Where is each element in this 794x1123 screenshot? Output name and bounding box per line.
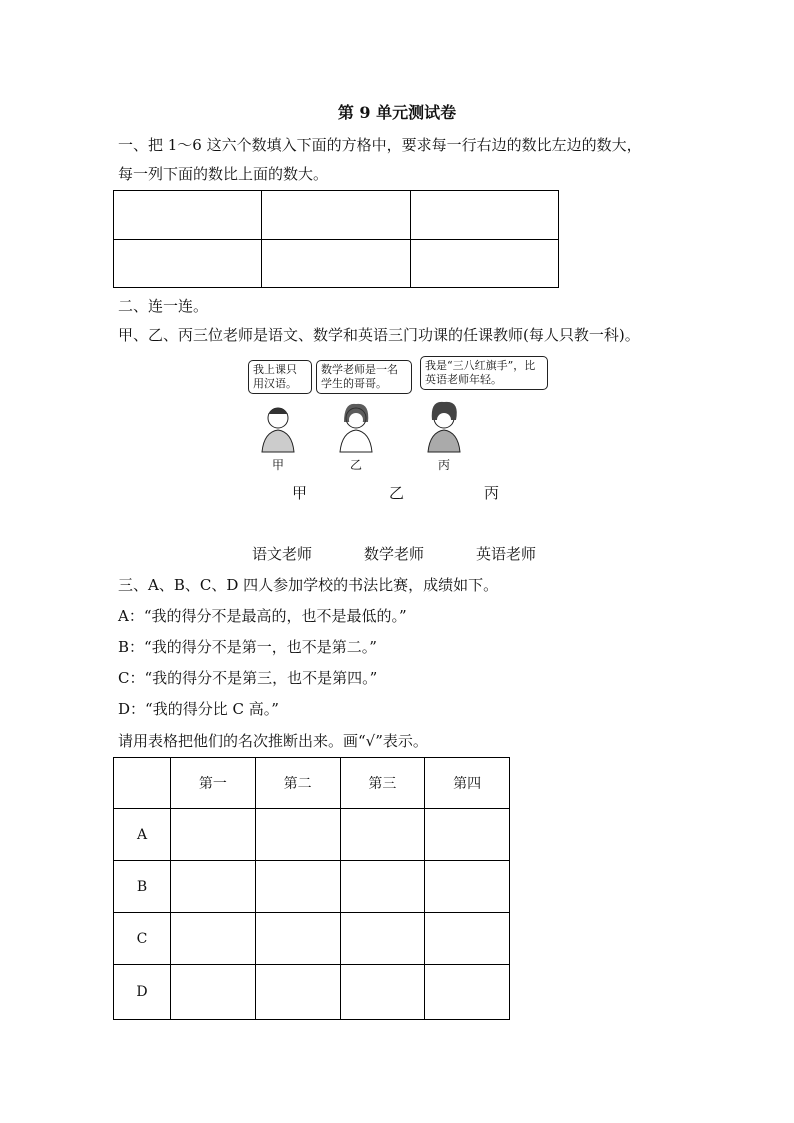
teacher-figures (248, 356, 548, 476)
answer-cell[interactable] (255, 913, 340, 965)
match-subject-english[interactable]: 英语老师 (476, 545, 537, 563)
column-header: 第四 (425, 758, 510, 809)
answer-cell[interactable] (340, 861, 425, 913)
column-header: 第二 (255, 758, 340, 809)
row-header: C (114, 913, 171, 965)
column-header: 第三 (340, 758, 425, 809)
answer-cell[interactable] (255, 861, 340, 913)
q3-instruction: 请用表格把他们的名次推断出来。画“√”表示。 (118, 732, 428, 750)
answer-cell[interactable] (425, 809, 510, 861)
answer-cell[interactable] (171, 913, 256, 965)
match-person-jia[interactable]: 甲 (292, 484, 308, 502)
q3-statement-c: C：“我的得分不是第三，也不是第四。” (118, 669, 378, 687)
q1-line2: 每一列下面的数比上面的数大。 (118, 165, 329, 183)
answer-cell[interactable] (425, 965, 510, 1020)
answer-cell[interactable] (171, 965, 256, 1020)
match-subject-math[interactable]: 数学老师 (364, 545, 425, 563)
answer-cell[interactable] (340, 809, 425, 861)
page-title: 第 9 单元测试卷 (337, 103, 457, 122)
speech-bubble-jia: 我上课只用汉语。 (248, 360, 312, 394)
q3-statement-a: A：“我的得分不是最高的，也不是最低的。” (118, 607, 407, 625)
q2-description: 甲、乙、丙三位老师是语文、数学和英语三门功课的任课教师(每人只教一科)。 (118, 326, 640, 344)
grid-cell[interactable] (410, 191, 558, 240)
q3-statement-d: D：“我的得分比 C 高。” (118, 700, 279, 718)
grid-cell[interactable] (114, 239, 262, 288)
answer-cell[interactable] (340, 913, 425, 965)
grid-cell[interactable] (410, 239, 558, 288)
match-person-bing[interactable]: 丙 (484, 484, 500, 502)
answer-cell[interactable] (171, 861, 256, 913)
answer-cell[interactable] (425, 913, 510, 965)
match-subject-chinese[interactable]: 语文老师 (252, 545, 313, 563)
row-header: B (114, 861, 171, 913)
answer-cell[interactable] (340, 965, 425, 1020)
q1-line1: 一、把 1～6 这六个数填入下面的方格中，要求每一行右边的数比左边的数大， (118, 136, 642, 154)
corner-cell (114, 758, 171, 809)
grid-cell[interactable] (262, 191, 410, 240)
figure-label-jia: 甲 (272, 458, 285, 472)
answer-cell[interactable] (171, 809, 256, 861)
answer-cell[interactable] (425, 861, 510, 913)
q1-grid (113, 190, 559, 288)
teachers-illustration (248, 356, 548, 476)
figure-label-bing: 丙 (438, 458, 451, 472)
row-header: D (114, 965, 171, 1020)
speech-bubble-bing: 我是“三八红旗手”，比英语老师年轻。 (420, 356, 548, 390)
ranking-table (113, 757, 510, 1020)
column-header: 第一 (171, 758, 256, 809)
q3-heading: 三、A、B、C、D 四人参加学校的书法比赛，成绩如下。 (118, 576, 499, 594)
match-person-yi[interactable]: 乙 (389, 484, 405, 502)
q2-heading: 二、连一连。 (118, 297, 209, 315)
grid-cell[interactable] (262, 239, 410, 288)
row-header: A (114, 809, 171, 861)
answer-cell[interactable] (255, 809, 340, 861)
speech-bubble-yi: 数学老师是一名学生的哥哥。 (316, 360, 412, 394)
answer-cell[interactable] (255, 965, 340, 1020)
figure-label-yi: 乙 (350, 458, 363, 472)
grid-cell[interactable] (114, 191, 262, 240)
q3-statement-b: B：“我的得分不是第一，也不是第二。” (118, 638, 377, 656)
